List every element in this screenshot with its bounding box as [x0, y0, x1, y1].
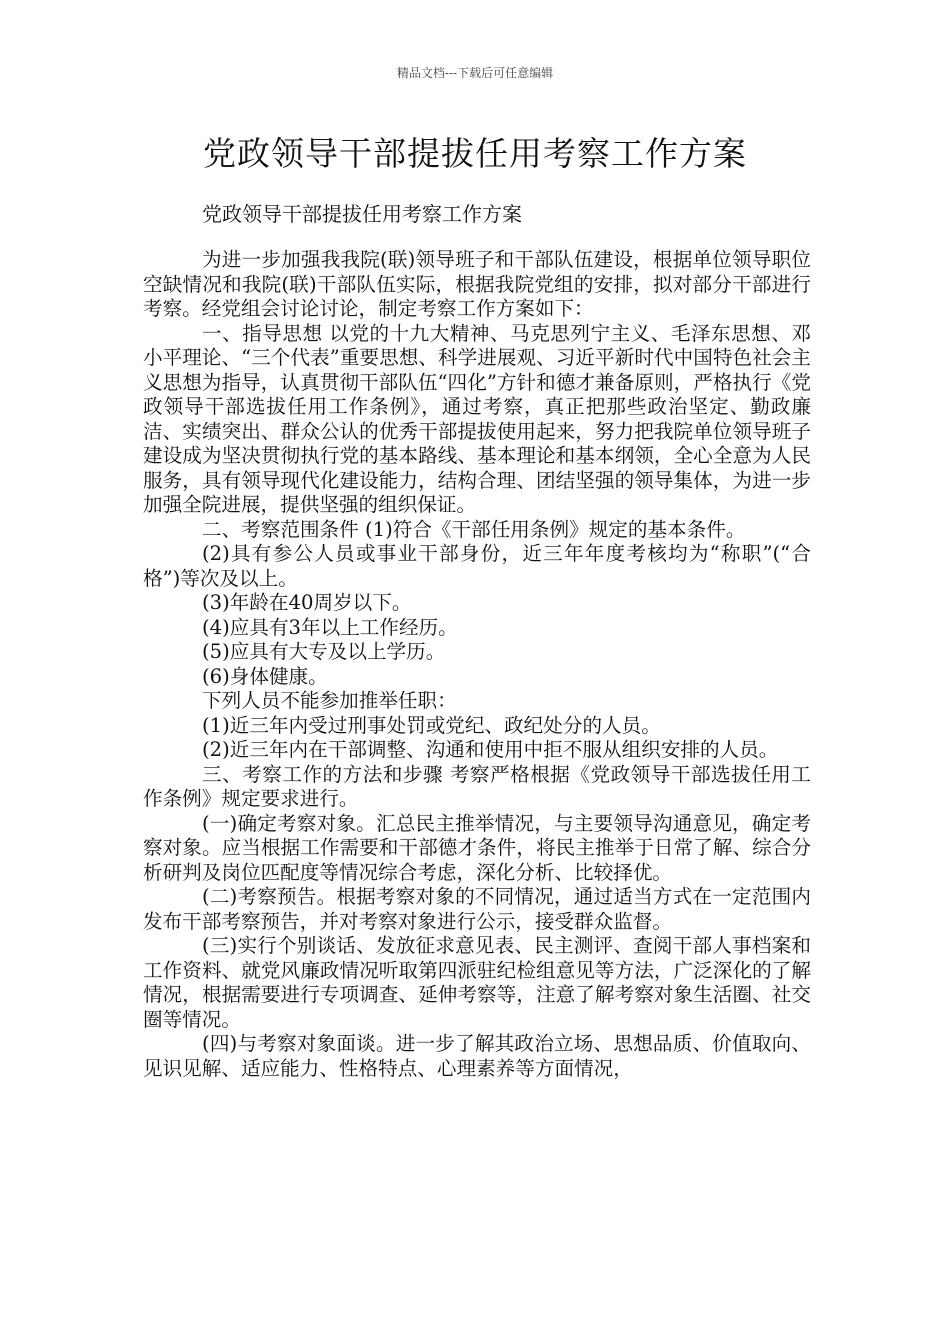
- exclusion-item: (1)近三年内受过刑事处罚或党纪、政纪处分的人员。: [202, 713, 661, 737]
- exclusion-item: (2)近三年内在干部调整、沟通和使用中拒不服从组织安排的人员。: [202, 738, 779, 761]
- document-subtitle: 党政领导干部提拔任用考察工作方案: [202, 202, 522, 226]
- section-scope-conditions: 二、考察范围条件 (1)符合《干部任用条例》规定的基本条件。: [202, 517, 746, 541]
- exclusion-heading: 下列人员不能参加推举任职：: [202, 689, 457, 712]
- step-paragraph: (四)与考察对象面谈。进一步了解其政治立场、思想品质、价值取向、见识见解、适应能力、性格特点、心理素养等方面情况，: [143, 1032, 811, 1080]
- condition-item: (4)应具有3年以上工作经历。: [202, 615, 458, 639]
- document-title: 党政领导干部提拔任用考察工作方案: [203, 134, 747, 173]
- header-note: 精品文档---下载后可任意编辑: [396, 66, 554, 80]
- step-paragraph: (三)实行个别谈话、发放征求意见表、民主测评、查阅干部人事档案和工作资料、就党风廉政情况听取第四派驻纪检组意见等方法，广泛深化的了解情况，根据需要进行专项调查、延伸考察等，注意了解考察对象生活圈、社交圈等情况。: [143, 934, 811, 1031]
- condition-item: (2)具有参公人员或事业干部身份，近三年年度考核均为“称职”(“合格”)等次及以上。: [143, 542, 811, 590]
- condition-item: (5)应具有大专及以上学历。: [202, 640, 446, 663]
- section-methods-steps: 三、考察工作的方法和步骤 考察严格根据《党政领导干部选拔任用工作条例》规定要求进行。: [143, 762, 811, 810]
- intro-paragraph: 为进一步加强我我院(联)领导班子和干部队伍建设，根据单位领导职位空缺情况和我院(联)干部队伍实际，根据我院党组的安排，拟对部分干部进行考察。经党组会讨论讨论，制定考察工作方案如下：: [143, 248, 811, 320]
- step-paragraph: (二)考察预告。根据考察对象的不同情况，通过适当方式在一定范围内发布干部考察预告，并对考察对象进行公示，接受群众监督。: [143, 885, 811, 933]
- condition-item: (3)年龄在40周岁以下。: [202, 591, 412, 614]
- section-guiding-ideology: 一、指导思想 以党的十九大精神、马克思列宁主义、毛泽东思想、邓小平理论、“三个代表”重要思想、科学进展观、习近平新时代中国特色社会主义思想为指导，认真贯彻干部队伍“四化”方针和德才兼备原则，严格执行《党政领导干部选拔任用工作条例》，通过考察，真正把那些政治坚定、勤政廉洁、实绩突出、群众公认的优秀干部提拔使用起来，努力把我院单位领导班子建设成为坚决贯彻执行党的基本路线、基本理论和基本纲领，全心全意为人民服务，具有领导现代化建设能力，结构合理、团结坚强的领导集体，为进一步加强全院进展，提供坚强的组织保证。: [143, 321, 811, 516]
- condition-item: (6)身体健康。: [202, 664, 328, 688]
- step-paragraph: (一)确定考察对象。汇总民主推举情况，与主要领导沟通意见，确定考察对象。应当根据工作需要和干部德才条件，将民主推举于日常了解、综合分析研判及岗位匹配度等情况综合考虑，深化分析、比较择优。: [143, 811, 811, 884]
- document-body: [143, 248, 811, 1081]
